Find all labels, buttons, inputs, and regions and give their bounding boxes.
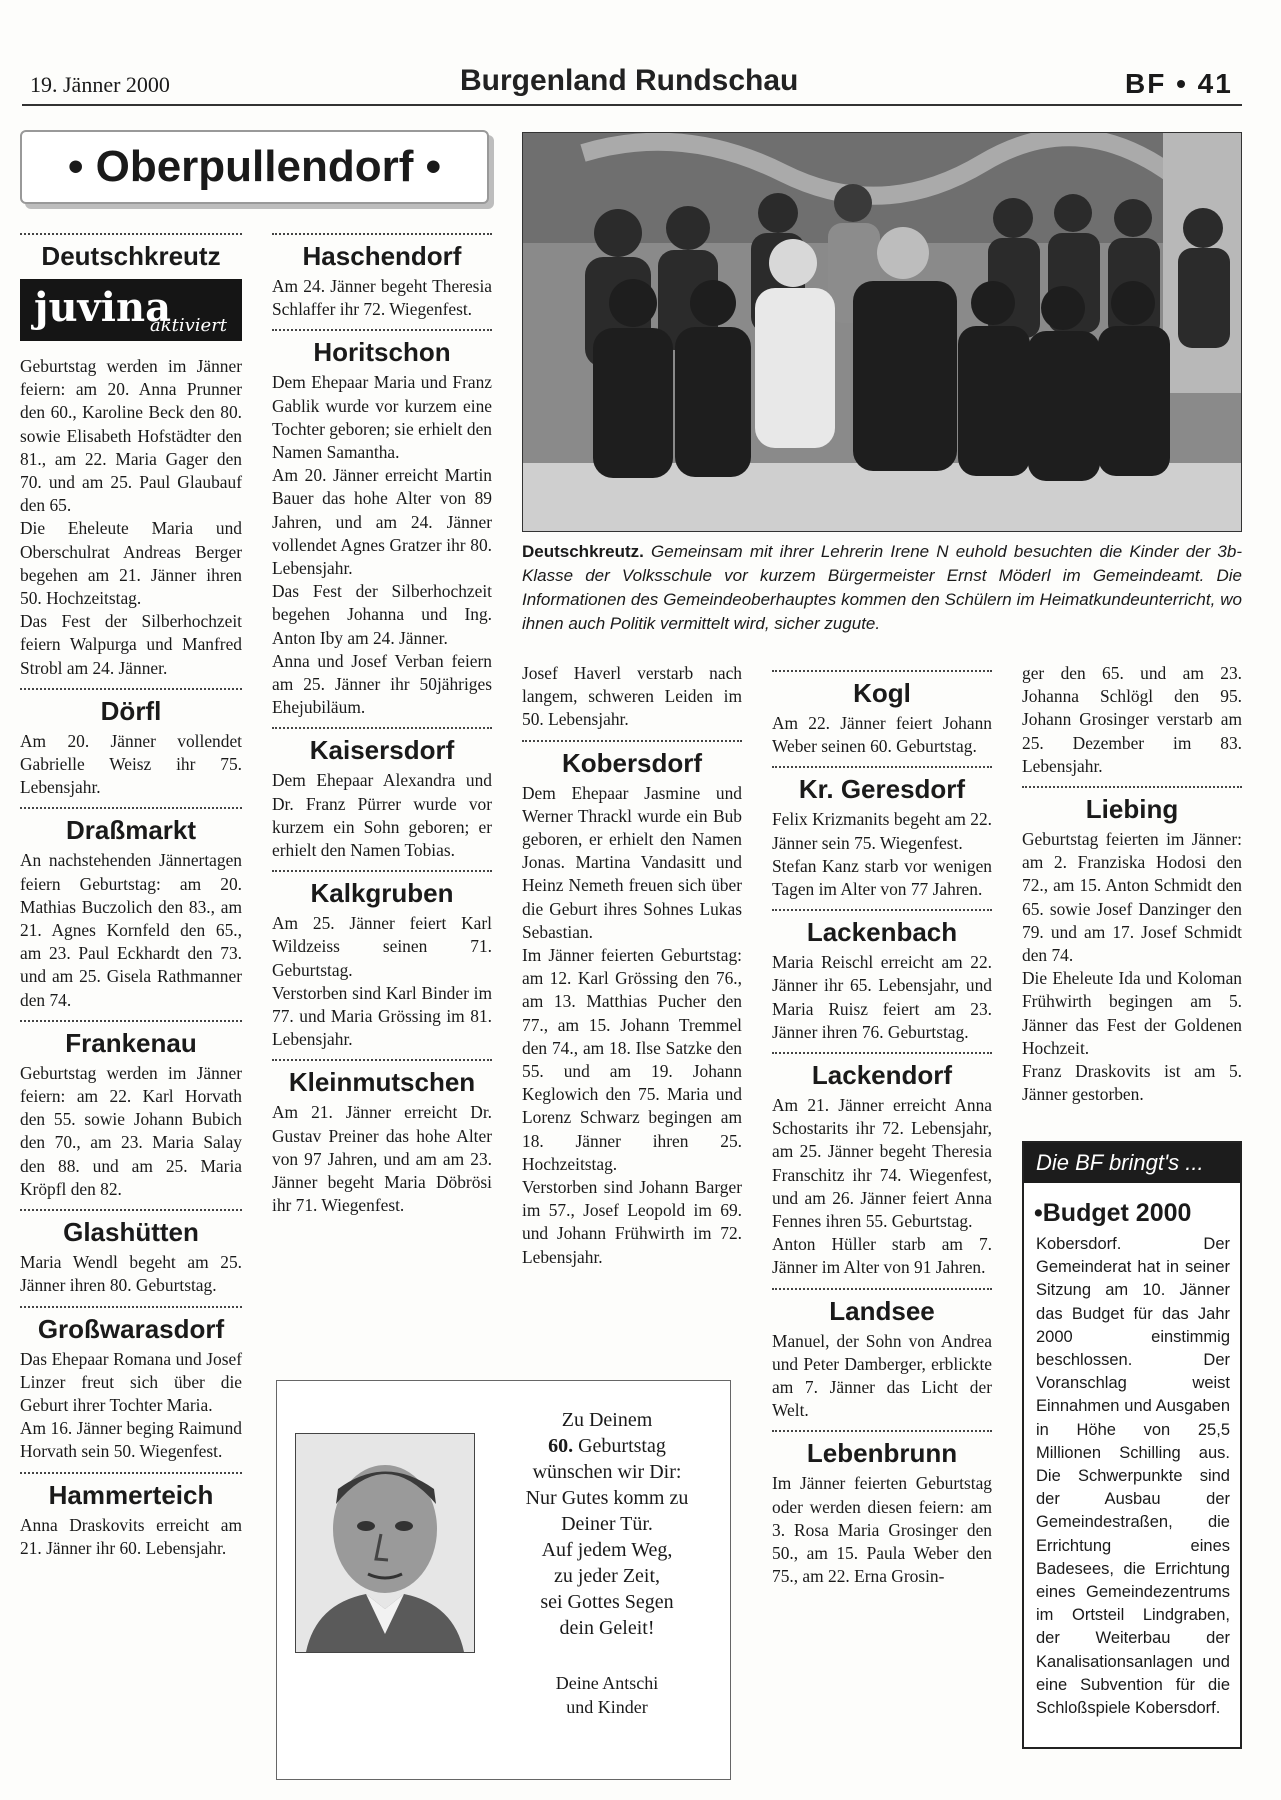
section-heading-lackendorf: Lackendorf <box>811 1060 953 1091</box>
section-heading-doerfl: Dörfl <box>100 695 162 726</box>
bf-box-title: •Budget 2000 <box>1034 1199 1192 1227</box>
article-paragraph: Geburtstag feierten im Jänner: am 2. Franziska Hodosi den 72., am 15. Anton Schmidt den 65. sowie Josef Danzinger den 79. und am 17. Josef Schmidt den 74. <box>1022 829 1242 966</box>
verse-word: Geburtstag <box>573 1435 666 1457</box>
bf-box-text: Kobersdorf. Der Gemeinderat hat in seiner Sitzung am 10. Jänner das Budget für das Jahr 2000 einstimmig beschlossen. Der Voranschlag weist Einnahmen und Ausgaben in Höhe von 25,5 Millionen Schilling aus. Die Schwerpunkte sind der Ausbau der Gemeindestraßen, die Errichtung eines Badesees, die Errichtung eines Gemeindezentrums im Ortsteil Lindgraben, der Weiterbau der Kanalisationsanlagen und eine Subvention für die Schloßspiele Kobersdorf. <box>1036 1235 1230 1718</box>
article-paragraph: Stefan Kanz starb vor wenigen Tagen im Alter von 77 Jahren. <box>772 855 992 900</box>
article-paragraph: Die Eheleute Ida und Koloman Frühwirth begingen am 5. Jänner das Fest der Goldenen Hochzeit. <box>1022 968 1242 1058</box>
column-4 <box>772 662 992 1588</box>
article-paragraph: Dem Ehepaar Alexandra und Dr. Franz Pürrer wurde vor kurzem ein Sohn geboren; er erhielt den Namen Tobias. <box>272 770 492 861</box>
newspaper-title: Burgenland Rundschau <box>460 64 799 97</box>
bf-box-header: Die BF bringt's ... <box>1024 1143 1240 1183</box>
dotted-separator <box>20 1306 242 1308</box>
juvina-logo <box>20 279 242 341</box>
article-paragraph: Am 25. Jänner feiert Karl Wildzeiss seinen 71. Geburtstag. <box>272 913 492 980</box>
group-photo <box>522 132 1242 532</box>
article-paragraph: Am 22. Jänner feiert Johann Weber seinen 60. Geburtstag. <box>772 713 992 757</box>
dotted-separator <box>772 1052 992 1054</box>
verse-line: dein Geleit! <box>559 1617 655 1639</box>
dotted-separator <box>20 233 242 235</box>
dotted-separator <box>772 1288 992 1290</box>
dotted-separator <box>20 1020 242 1022</box>
dotted-separator <box>272 329 492 331</box>
verse-signature <box>487 1671 727 1719</box>
dotted-separator <box>20 807 242 809</box>
article-paragraph: Das Ehepaar Romana und Josef Linzer freut sich über die Geburt ihrer Tochter Maria. <box>20 1348 242 1415</box>
section-heading-landsee: Landsee <box>829 1295 935 1326</box>
caption-text: Gemeinsam mit ihrer Lehrerin Irene N euhold besuchten die Kinder der 3b-Klasse der Volksschule vor kurzem Bürgermeister Ernst Möderl im Gemeindeamt. Die Informationen des Gemeindeoberhauptes kommen den Schülern im Heimatkundeunterricht, wo ihnen auch Politik vermittelt wird, sicher zugute. <box>522 542 1242 633</box>
section-heading-kleinmutschen: Kleinmutschen <box>288 1067 476 1098</box>
header-rule <box>22 104 1242 106</box>
section-heading-grosswarasdorf: Großwarasdorf <box>37 1313 225 1344</box>
article-paragraph: Am 21. Jänner erreicht Anna Schostarits ihr 72. Lebensjahr, am 25. Jänner begeht Theresia Franschitz ihr 74. Wiegenfest, und am 26. Jänner feiert Anna Fennes ihren 55. Geburtstag. <box>772 1095 992 1232</box>
photo-caption <box>522 540 1242 636</box>
dotted-separator <box>20 688 242 690</box>
article-paragraph: ger den 65. und am 23. Johanna Schlögl den 95. Johann Grosinger verstarb am 25. Dezember im 83. Lebensjahr. <box>1022 663 1242 776</box>
article-paragraph: Josef Haverl verstarb nach langem, schweren Leiden im 50. Lebensjahr. <box>522 663 742 730</box>
caption-place: Deutschkreutz. <box>522 542 644 561</box>
article-paragraph: Verstorben sind Johann Barger im 57., Josef Leopold im 69. und Johann Frühwirth im 72. Lebensjahr. <box>522 1177 742 1267</box>
verse-line: zu jeder Zeit, <box>553 1565 661 1587</box>
verse-line: Auf jedem Weg, <box>541 1539 673 1561</box>
section-heading-horitschon: Horitschon <box>313 337 451 368</box>
article-paragraph: Am 21. Jänner erreicht Dr. Gustav Preiner das hohe Alter von 97 Jahren, und am am 23. Jänner begeht Maria Döbrösi ihr 71. Wiegenfest. <box>272 1102 492 1216</box>
issue-date: 19. Jänner 2000 <box>30 72 170 97</box>
portrait-image <box>296 1434 474 1652</box>
verse-line: sei Gottes Segen <box>540 1591 674 1613</box>
logo-sub-text: aktiviert <box>150 315 228 336</box>
dotted-separator <box>272 870 492 872</box>
column-2 <box>272 225 492 1218</box>
dotted-separator <box>772 1430 992 1432</box>
verse-line <box>487 1433 727 1459</box>
article-paragraph: Am 20. Jänner vollendet Gabrielle Weisz ihr 75. Lebensjahr. <box>20 730 242 798</box>
article-paragraph: Am 24. Jänner begeht Theresia Schlaffer ihr 72. Wiegenfest. <box>272 276 492 320</box>
section-heading-glashuetten: Glashütten <box>63 1217 199 1248</box>
dotted-separator <box>772 670 992 672</box>
section-heading-haschendorf: Haschendorf <box>302 241 462 271</box>
article-paragraph: Im Jänner feierten Geburtstag oder werden diesen feiern: am 3. Rosa Maria Grosinger den 50., am 15. Paula Weber den 75., am 22. Erna Grosin- <box>772 1473 992 1587</box>
bf-news-box <box>1022 1141 1242 1749</box>
article-paragraph: Franz Draskovits ist am 5. Jänner gestorben. <box>1022 1061 1242 1105</box>
dotted-separator <box>772 909 992 911</box>
column-3 <box>522 662 742 1269</box>
portrait-photo <box>295 1433 475 1653</box>
article-paragraph: Im Jänner feierten Geburtstag: am 12. Karl Grössing den 76., am 13. Matthias Pucher den 77., am 15. Johann Tremmel den 74., am 18. Ilse Satzke den 55. und am 19. Johann Keglowich den 75. Maria und Lorenz Schwarz begingen am 18. Jänner ihren 25. Hochzeitstag. <box>522 945 742 1174</box>
article-paragraph: Das Fest der Silberhochzeit begehen Johanna und Ing. Anton Iby am 24. Jänner. <box>272 581 492 648</box>
section-heading-kaisersdorf: Kaisersdorf <box>309 735 455 766</box>
article-paragraph: Verstorben sind Karl Binder im 77. und Maria Grössing im 81. Lebensjahr. <box>272 982 492 1050</box>
article-paragraph: Maria Wendl begeht am 25. Jänner ihren 80. Geburtstag. <box>20 1252 242 1296</box>
article-paragraph: Am 20. Jänner erreicht Martin Bauer das hohe Alter von 89 Jahren, und am 24. Jänner vollendet Agnes Gratzer ihr 80. Lebensjahr. <box>272 465 492 579</box>
article-paragraph: Am 16. Jänner beging Raimund Horvath sein 50. Wiegenfest. <box>20 1418 242 1462</box>
article-paragraph: Anna und Josef Verban feiern am 25. Jänner ihr 50jähriges Ehejubiläum. <box>272 650 492 718</box>
section-heading-deutschkreutz: Deutschkreutz <box>41 241 221 271</box>
section-heading-kalkgruben: Kalkgruben <box>310 878 454 909</box>
birthday-verse <box>487 1407 727 1719</box>
section-heading-frankenau: Frankenau <box>65 1027 197 1058</box>
section-heading-kogl: Kogl <box>853 678 911 708</box>
birthday-ad <box>276 1380 731 1780</box>
verse-line: Deiner Tür. <box>561 1513 653 1535</box>
section-heading-drassmarkt: Draßmarkt <box>65 815 197 846</box>
section-heading-hammerteich: Hammerteich <box>48 1479 214 1510</box>
article-paragraph: Das Fest der Silberhochzeit feiern Walpurga und Manfred Strobl am 24. Jänner. <box>20 611 242 678</box>
logo-main-text: juvina <box>34 284 171 331</box>
article-paragraph: Maria Reischl erreicht am 22. Jänner ihr 65. Lebensjahr, und Maria Ruisz feiert am 23. Jänner ihren 76. Geburtstag. <box>772 952 992 1042</box>
signature-line: Deine Antschi <box>555 1673 659 1693</box>
article-paragraph: Anton Hüller starb am 7. Jänner im Alter von 91 Jahren. <box>772 1234 992 1278</box>
section-heading-liebing: Liebing <box>1085 794 1179 825</box>
article-paragraph: Dem Ehepaar Maria und Franz Gablik wurde vor kurzem eine Tochter geboren; sie erhielt den Namen Samantha. <box>272 372 492 463</box>
dotted-separator <box>772 766 992 768</box>
region-banner: • Oberpullendorf • <box>20 130 489 204</box>
column-1 <box>20 225 242 1560</box>
article-paragraph: Geburtstag werden im Jänner feiern: am 20. Anna Prunner den 60., Karoline Beck den 80. sowie Elisabeth Hofstädter den 81., am 22. Maria Gager den 70. und am 25. Paul Glaubauf den 65. <box>20 356 242 516</box>
dotted-separator <box>272 1059 492 1061</box>
article-paragraph: Anna Draskovits erreicht am 21. Jänner ihr 60. Lebensjahr. <box>20 1514 242 1558</box>
dotted-separator <box>20 1472 242 1474</box>
group-photo-image <box>523 133 1242 532</box>
dotted-separator <box>522 740 742 742</box>
article-paragraph: Geburtstag werden im Jänner feiern: am 22. Karl Horvath den 55. sowie Johann Bubich den 70., am 23. Maria Salay den 88. und am 25. Maria Kröpfl den 82. <box>20 1062 242 1199</box>
section-heading-lebenbrunn: Lebenbrunn <box>806 1438 958 1469</box>
verse-line: wünschen wir Dir: <box>532 1461 682 1483</box>
article-paragraph: Manuel, der Sohn von Andrea und Peter Damberger, erblickte am 7. Jänner das Licht der Welt. <box>772 1330 992 1421</box>
section-heading-krgeresdorf: Kr. Geresdorf <box>798 774 966 805</box>
section-heading-kobersdorf: Kobersdorf <box>561 747 703 778</box>
dotted-separator <box>272 233 492 235</box>
dotted-separator <box>20 1209 242 1211</box>
verse-line: Nur Gutes komm zu <box>525 1487 689 1509</box>
page-number: BF • 41 <box>1125 68 1233 99</box>
article-paragraph: Dem Ehepaar Jasmine und Werner Thrackl wurde ein Bub geboren, er erhielt den Namen Jonas. Martina Vandasitt und Heinz Nemeth freuen sich über die Geburt ihres Sohnes Lukas Sebastian. <box>522 782 742 942</box>
column-5 <box>1022 662 1242 1106</box>
article-paragraph: Die Eheleute Maria und Oberschulrat Andreas Berger begehen am 21. Jänner ihren 50. Hochzeitstag. <box>20 518 242 609</box>
section-heading-lackenbach: Lackenbach <box>806 917 958 948</box>
verse-line: Zu Deinem <box>561 1409 653 1431</box>
article-paragraph: An nachstehenden Jännertagen feiern Geburtstag: am 20. Mathias Buczolich den 83., am 21. Agnes Kornfeld den 65., am 23. Paul Eckhardt den 73. und am 25. Gisela Rathmanner den 74. <box>20 850 242 1010</box>
signature-line: und Kinder <box>566 1697 648 1717</box>
dotted-separator <box>1022 786 1242 788</box>
verse-age: 60. <box>548 1435 574 1457</box>
dotted-separator <box>272 727 492 729</box>
article-paragraph: Felix Krizmanits begeht am 22. Jänner sein 75. Wiegenfest. <box>772 809 992 853</box>
